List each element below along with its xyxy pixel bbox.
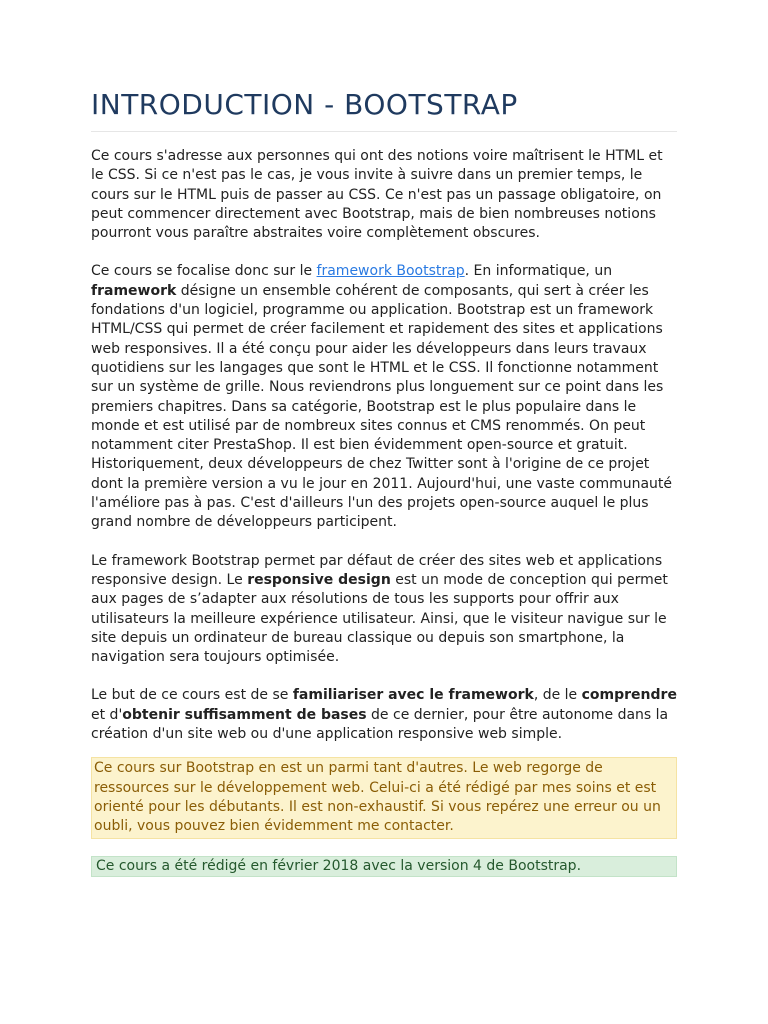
text-span: et d' [91,706,123,723]
text-span: Ce cours se focalise donc sur le [91,263,317,280]
text-span: , de le [533,687,582,704]
bold-term: responsive design [247,571,391,588]
text-span: de ce dernier, pour être autonome dans la création d'un site web ou d'une application responsive web simple. [91,706,669,743]
bold-term: comprendre [581,687,677,704]
text-span: désigne un ensemble cohérent de composants, qui sert à créer les fondations d'un logiciel, programme ou application. Bootstrap est un framework HTML/CSS qui permet de créer facilement et rapidement des sites et applications web responsives. Il a été conçu pour aider les développeurs dans leurs travaux quotidiens sur les langages que sont le HTML et le CSS. Il fonctionne notamment sur un système de grille. Nous reviendrons plus longuement sur ce point dans les premiers chapitres. Dans sa catégorie, Bootstrap est le plus populaire dans le monde et est utilisé par de nombreux sites connus et CMS renommés. On peut notamment citer PrestaShop. Il est bien évidemment open-source et gratuit. Historiquement, deux développeurs de chez Twitter sont à l'origine de ce projet dont la première version a vu le jour en 2011. Aujourd'hui, une vaste communauté l'améliore pas à pas. C'est d'ailleurs l'un des projets open-source auquel le plus grand nombre de développeurs participent. [91,282,673,531]
text-span: Le but de ce cours est de se [91,687,293,704]
responsive-paragraph [91,552,677,668]
framework-bootstrap-link[interactable]: framework Bootstrap [316,263,465,280]
document-page [91,88,677,877]
warning-note: Ce cours sur Bootstrap en est un parmi tant d'autres. Le web regorge de ressources sur le développement web. Celui-ci a été rédigé par mes soins et est orienté pour les débutants. Il est non-exhaustif. Si vous repérez une erreur ou un oubli, vous pouvez bien évidemment me contacter. [91,757,677,838]
info-note: Ce cours a été rédigé en février 2018 avec la version 4 de Bootstrap. [91,856,677,877]
text-span: est un mode de conception qui permet aux pages de s’adapter aux résolutions de tous les supports pour offrir aux utilisateurs la meilleure expérience utilisateur. Ainsi, que le visiteur navigue sur le site depuis un ordinateur de bureau classique ou depuis son smartphone, la navigation sera toujours optimisée. [91,571,668,666]
goal-paragraph [91,686,677,744]
bold-term: obtenir suffisamment de bases [122,706,367,723]
text-span: . En informatique, un [464,263,613,280]
intro-paragraph: Ce cours s'adresse aux personnes qui ont des notions voire maîtrisent le HTML et le CSS. Si ce n'est pas le cas, je vous invite à suivre dans un premier temps, le cours sur le HTML puis de passer au CSS. Ce n'est pas un passage obligatoire, on peut commencer directement avec Bootstrap, mais de bien nombreuses notions pourront vous paraître abstraites voire complètement obscures. [91,148,663,242]
bold-term: framework [91,282,177,299]
bold-term: familiariser avec le framework [292,687,534,704]
page-title: INTRODUCTION - BOOTSTRAP [91,88,677,132]
text-span: Le framework Bootstrap permet par défaut de créer des sites web et applications responsive design. Le [91,552,663,588]
framework-paragraph [91,262,677,532]
